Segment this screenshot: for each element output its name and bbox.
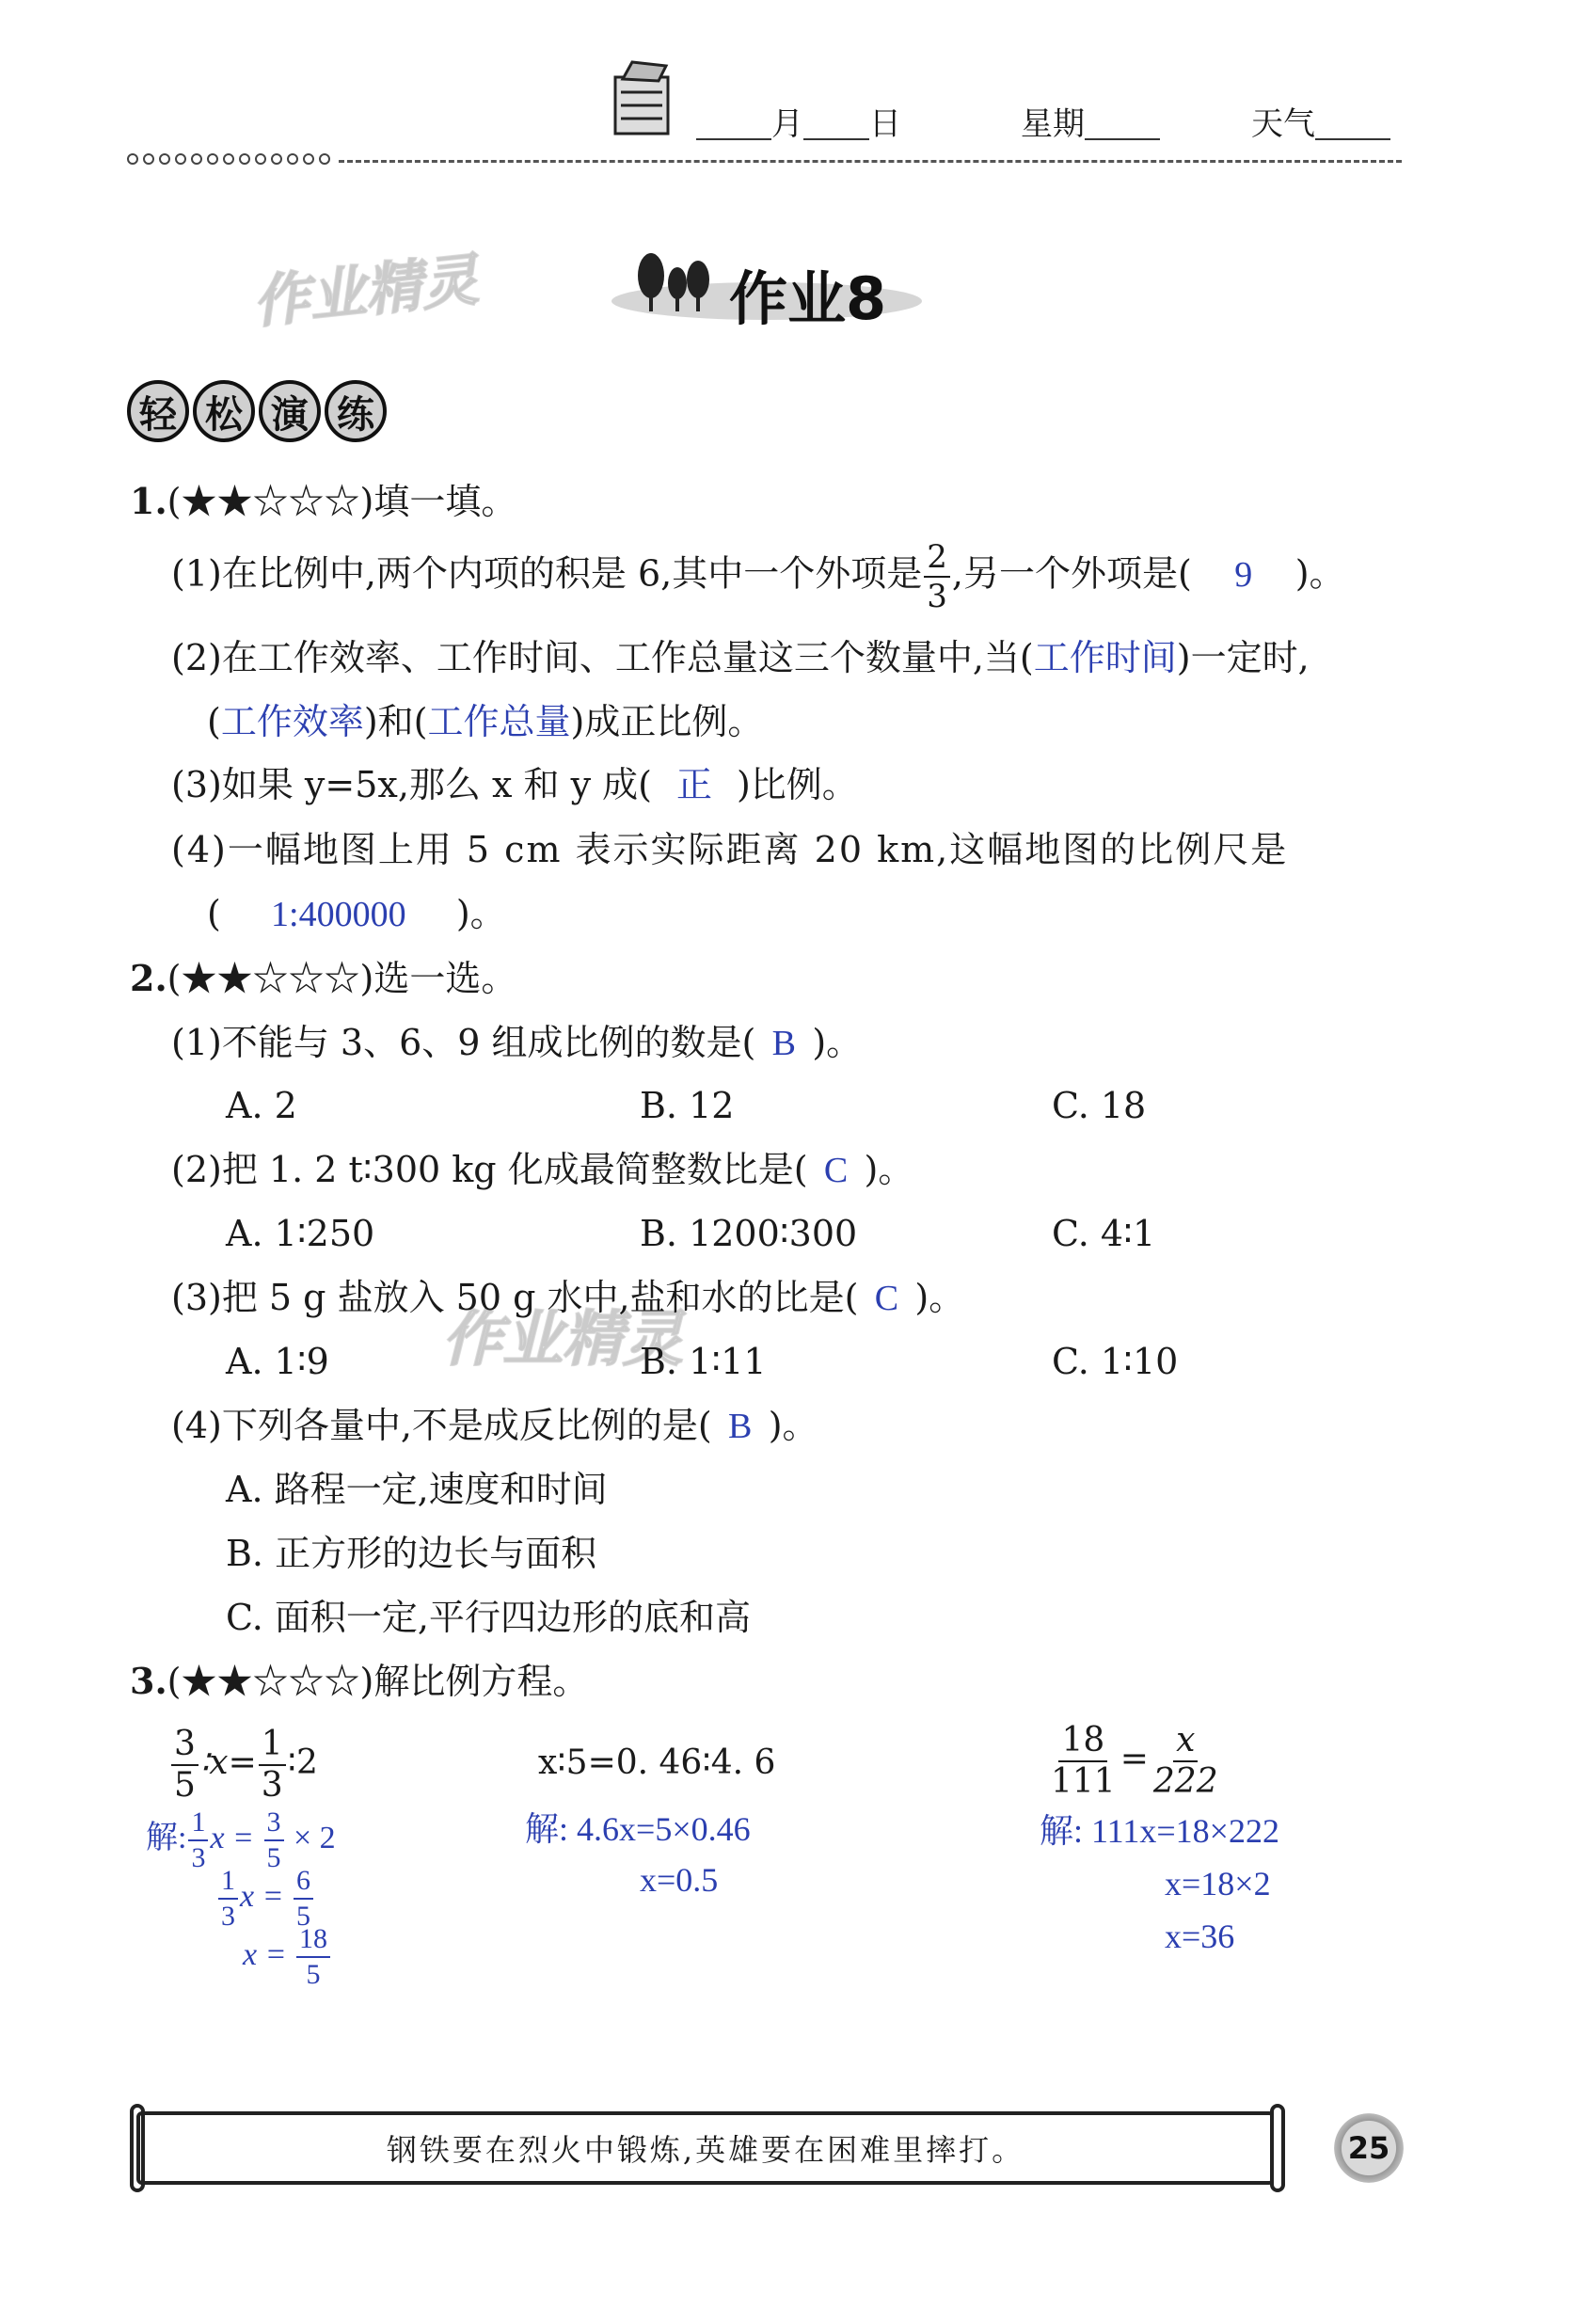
q2-item4: (4)下列各量中,不是成反比例的是( B )。 — [171, 1405, 818, 1446]
q1-number: 1. — [130, 480, 167, 522]
page-number-badge — [1334, 2113, 1404, 2183]
q3-solution1-line2: $\frac{1}{3}$ x = $\frac{6}{5}$ — [216, 1867, 315, 1931]
q2-item2-answer: C — [823, 1151, 849, 1190]
q2-item1: (1)不能与 3、6、9 组成比例的数是( B )。 — [171, 1022, 863, 1063]
q2-stars: (★★☆☆☆) — [167, 958, 374, 999]
q1-part4-line1: (4)一幅地图上用 5 cm 表示实际距离 20 km,这幅地图的比例尺是 — [171, 829, 1289, 870]
section-char-3: 演 — [259, 380, 321, 442]
section-badge — [127, 380, 387, 442]
q3-stars: (★★☆☆☆) — [167, 1661, 374, 1702]
q1-prompt: 填一填。 — [373, 481, 517, 522]
q1-part3: (3)如果 y=5x,那么 x 和 y 成( 正 )比例。 — [171, 764, 858, 805]
q1-part1-text2: ,另一个外项是( — [951, 552, 1192, 595]
q2-prompt: 选一选。 — [373, 958, 517, 999]
q2-item2-opt-c: C. 4∶1 — [1052, 1213, 1156, 1254]
section-char-1: 轻 — [127, 380, 189, 442]
watermark-top: 作业精灵 — [249, 247, 482, 337]
q1-part2-line2: (工作效率)和(工作总量)成正比例。 — [207, 701, 764, 742]
q2-item2-opt-a: A. 1∶250 — [226, 1213, 375, 1254]
trees-icon — [630, 249, 715, 315]
q2-item3: (3)把 5 g 盐放入 50 g 水中,盐和水的比是( C )。 — [171, 1277, 965, 1318]
header-dots — [127, 153, 330, 165]
q1-heading — [130, 480, 517, 522]
q1-part2-answer1: 工作时间 — [1033, 639, 1177, 678]
section-char-2: 松 — [193, 380, 255, 442]
q2-item3-opt-b: B. 1∶11 — [640, 1341, 767, 1382]
calendar-icon — [610, 58, 675, 139]
q3-heading — [130, 1660, 589, 1702]
scroll-right-end — [1270, 2104, 1285, 2192]
q2-heading — [130, 957, 517, 999]
q2-item1-opt-c: C. 18 — [1052, 1085, 1147, 1126]
q1-part3-answer: 正 — [675, 766, 712, 805]
header-date — [696, 105, 901, 143]
q3-solution1-line3: x = $\frac{18}{5}$ — [243, 1925, 332, 1989]
q2-item2-opt-b: B. 1200∶300 — [640, 1213, 858, 1254]
q3-solution3-line3: x=36 — [1165, 1918, 1235, 1955]
q3-equation3: $\frac{18}{111}$ = $\frac{x}{222}$ — [1051, 1721, 1218, 1801]
q1-part1-text: (1)在比例中,两个内项的积是 6,其中一个外项是 — [171, 552, 923, 595]
q2-item3-answer: C — [874, 1279, 899, 1318]
q2-item4-opt-a: A. 路程一定,速度和时间 — [226, 1469, 608, 1510]
q3-solution1-line1: 解: $\frac{1}{3}$ x = $\frac{3}{5}$ × 2 — [146, 1807, 336, 1873]
q2-number: 2. — [130, 957, 167, 999]
header-weekday — [1021, 105, 1160, 143]
q1-part4-answer: 1:400000 — [271, 895, 406, 934]
q2-item4-answer: B — [728, 1407, 753, 1446]
q1-part1-end: )。 — [1294, 552, 1345, 595]
fraction-two-thirds: $\frac{2}{3}$ — [924, 541, 950, 613]
month-label: 月 — [771, 105, 803, 143]
day-label: 日 — [869, 105, 901, 143]
q3-equation2: x∶5=0. 46∶4. 6 — [538, 1743, 776, 1782]
weekday-label: 星期 — [1021, 105, 1085, 143]
footer-motto: 钢铁要在烈火中锻炼,英雄要在困难里摔打。 — [386, 2132, 1025, 2168]
header-divider — [339, 160, 1402, 163]
q3-equation1: $\frac{3}{5}$ ∶x= $\frac{1}{3}$ ∶2 — [169, 1727, 318, 1803]
q1-part2-line1: (2)在工作效率、工作时间、工作总量这三个数量中,当(工作时间)一定时, — [171, 637, 1310, 678]
q3-number: 3. — [130, 1660, 167, 1702]
q2-item3-opt-a: A. 1∶9 — [226, 1341, 329, 1382]
page-number: 25 — [1347, 2130, 1390, 2166]
page-title: 作业8 — [729, 264, 887, 333]
section-char-4: 练 — [325, 380, 387, 442]
q2-item2: (2)把 1. 2 t∶300 kg 化成最简整数比是( C )。 — [171, 1149, 914, 1190]
q1-part4-line2: ( 1:400000 )。 — [207, 893, 506, 934]
q2-item1-opt-b: B. 12 — [640, 1085, 735, 1126]
q2-item1-opt-a: A. 2 — [226, 1085, 297, 1126]
q1-part2-answer2: 工作效率 — [220, 703, 364, 742]
header-weather — [1251, 105, 1390, 143]
footer-motto-box — [136, 2111, 1275, 2185]
q2-item4-opt-b: B. 正方形的边长与面积 — [226, 1533, 597, 1574]
q2-item3-opt-c: C. 1∶10 — [1052, 1341, 1179, 1382]
q3-solution3-line2: x=18×2 — [1165, 1865, 1271, 1902]
q3-solution2-line2: x=0.5 — [640, 1861, 719, 1899]
q2-item1-answer: B — [771, 1024, 797, 1063]
q1-part2-answer3: 工作总量 — [427, 703, 571, 742]
q3-solution2-line1: 解: 4.6x=5×0.46 — [525, 1810, 751, 1848]
q2-item4-opt-c: C. 面积一定,平行四边形的底和高 — [226, 1597, 751, 1638]
weather-label: 天气 — [1251, 105, 1315, 143]
q3-solution3-line1: 解: 111x=18×222 — [1040, 1812, 1279, 1850]
q1-stars: (★★☆☆☆) — [167, 481, 374, 522]
q1-part1-answer: 9 — [1234, 554, 1253, 595]
q3-prompt: 解比例方程。 — [373, 1661, 589, 1702]
q1-part1 — [171, 538, 1345, 615]
watermark-middle: 作业精灵 — [442, 1305, 683, 1375]
